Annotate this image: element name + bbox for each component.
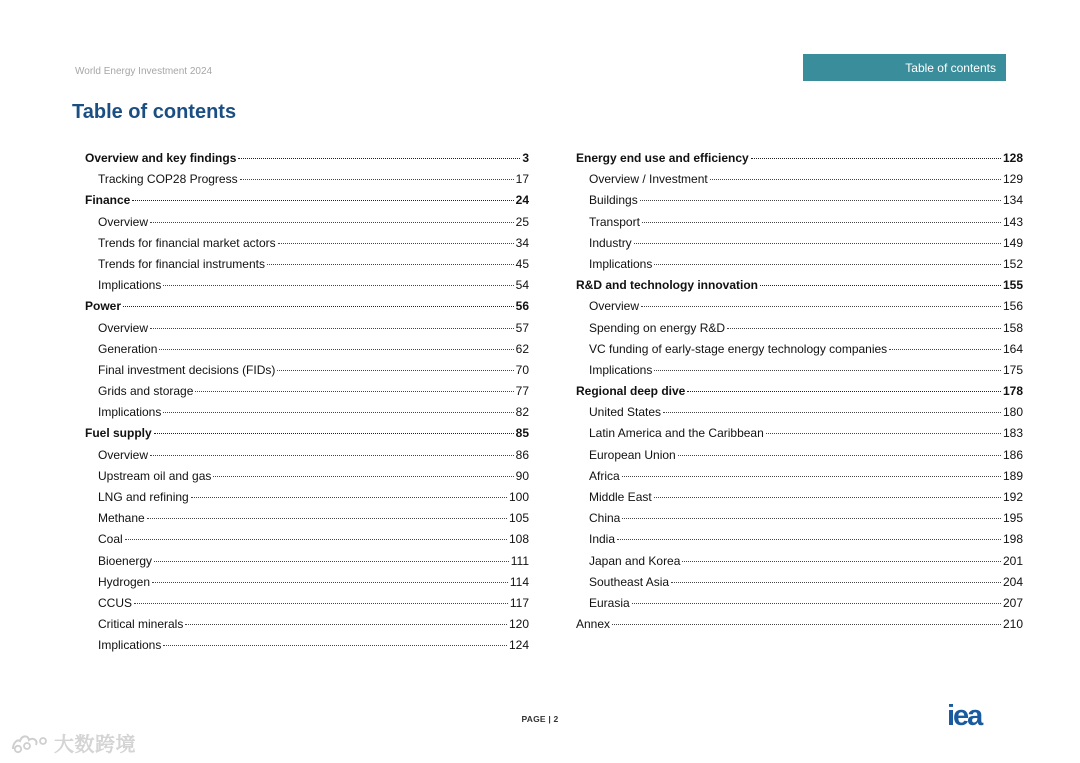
toc-entry-label: VC funding of early-stage energy technology companies	[589, 341, 888, 356]
toc-entry-page: 70	[515, 362, 529, 377]
dot-leader	[617, 539, 1001, 540]
toc-entry[interactable]	[85, 254, 529, 275]
toc-entry[interactable]	[576, 318, 1023, 339]
dot-leader	[760, 285, 1001, 286]
toc-entry-page: 129	[1002, 172, 1023, 187]
dot-leader	[678, 455, 1001, 456]
toc-entry-page: 180	[1002, 405, 1023, 420]
dot-leader	[727, 328, 1001, 329]
dot-leader	[191, 497, 507, 498]
dot-leader	[154, 433, 514, 434]
toc-entry[interactable]	[85, 614, 529, 635]
toc-entry-label: Final investment decisions (FIDs)	[98, 362, 276, 377]
toc-entry-label: Generation	[98, 341, 158, 356]
dot-leader	[622, 518, 1001, 519]
toc-entry-page: 198	[1002, 532, 1023, 547]
toc-entry[interactable]	[576, 529, 1023, 550]
toc-entry-page: 158	[1002, 320, 1023, 335]
toc-entry-label: Grids and storage	[98, 384, 194, 399]
dot-leader	[150, 455, 514, 456]
dot-leader	[654, 264, 1001, 265]
toc-entry-label: Tracking COP28 Progress	[98, 172, 238, 187]
toc-entry-label: Regional deep dive	[576, 384, 686, 399]
toc-entry[interactable]	[85, 445, 529, 466]
toc-entry-page: 155	[1002, 278, 1023, 293]
toc-entry-label: Overview / Investment	[589, 172, 708, 187]
dot-leader	[213, 476, 513, 477]
toc-entry-page: 111	[510, 553, 529, 568]
toc-entry-label: Implications	[98, 405, 162, 420]
dot-leader	[278, 243, 514, 244]
toc-entry-label: China	[589, 511, 621, 526]
toc-entry-label: Implications	[589, 256, 653, 271]
toc-entry[interactable]	[85, 551, 529, 572]
dot-leader	[150, 222, 514, 223]
toc-entry-label: Trends for financial instruments	[98, 256, 265, 271]
toc-entry-page: 204	[1002, 574, 1023, 589]
toc-entry-page: 100	[508, 490, 529, 504]
toc-entry-label: Spending on energy R&D	[589, 320, 726, 335]
toc-entry-label: Hydrogen	[98, 574, 151, 589]
toc-entry-label: Finance	[85, 193, 131, 208]
watermark	[10, 728, 136, 757]
toc-entry-label: Implications	[98, 638, 162, 653]
toc-entry-label: Africa	[589, 468, 620, 483]
dot-leader	[632, 603, 1001, 604]
dot-leader	[622, 476, 1001, 477]
dot-leader	[132, 200, 513, 201]
toc-entry[interactable]	[576, 445, 1023, 466]
dot-leader	[159, 349, 513, 350]
toc-entry[interactable]	[576, 254, 1023, 275]
iea-logo: iea	[947, 700, 982, 732]
toc-entry-label: Japan and Korea	[589, 553, 681, 568]
dot-leader	[185, 624, 507, 625]
toc-entry-label: CCUS	[98, 595, 133, 610]
dot-leader	[889, 349, 1001, 350]
toc-entry[interactable]	[85, 466, 529, 487]
document-title: World Energy Investment 2024	[75, 66, 213, 77]
toc-entry-page: 156	[1002, 299, 1023, 314]
table-of-contents-tab[interactable]: Table of contents	[803, 54, 1006, 81]
toc-left-column	[85, 148, 529, 657]
toc-entry-label: Coal	[98, 532, 123, 547]
dot-leader	[640, 200, 1001, 201]
toc-entry-label: Critical minerals	[98, 617, 184, 632]
toc-entry-page: 134	[1002, 193, 1023, 208]
dot-leader	[710, 179, 1001, 180]
toc-entry-label: European Union	[589, 447, 676, 462]
toc-entry-label: Industry	[589, 235, 632, 250]
dot-leader	[671, 582, 1001, 583]
toc-entry-page: 17	[515, 172, 529, 187]
toc-entry-label: Energy end use and efficiency	[576, 151, 749, 165]
watermark-logo-icon	[10, 732, 50, 754]
toc-entry-page: 90	[515, 468, 529, 483]
toc-entry-label: Fuel supply	[85, 426, 152, 441]
toc-entry-page: 186	[1002, 447, 1023, 462]
toc-entry-page: 210	[1002, 617, 1023, 632]
toc-entry-page: 195	[1002, 511, 1023, 526]
toc-entry-page: 108	[508, 532, 529, 547]
toc-entry-page: 34	[515, 235, 529, 250]
toc-entry-page: 62	[515, 341, 529, 356]
toc-entry-page: 189	[1002, 468, 1023, 483]
toc-entry-label: Methane	[98, 511, 145, 526]
toc-entry[interactable]	[85, 169, 529, 190]
toc-entry[interactable]	[85, 635, 529, 656]
toc-entry-label: Overview	[98, 320, 149, 335]
dot-leader	[641, 306, 1001, 307]
toc-entry-page: 85	[515, 426, 529, 441]
dot-leader	[195, 391, 513, 392]
toc-entry-label: Bioenergy	[98, 553, 153, 568]
dot-leader	[240, 179, 514, 180]
toc-entry-page: 175	[1002, 362, 1023, 377]
toc-entry[interactable]	[85, 233, 529, 254]
toc-entry-page: 124	[508, 638, 529, 653]
toc-entry[interactable]	[576, 339, 1023, 360]
dot-leader	[663, 412, 1001, 413]
toc-entry-page: 56	[515, 299, 529, 314]
dot-leader	[642, 222, 1001, 223]
toc-entry-label: Latin America and the Caribbean	[589, 426, 764, 441]
toc-entry-label: United States	[589, 405, 662, 420]
toc-entry[interactable]	[85, 339, 529, 360]
toc-entry[interactable]	[85, 402, 529, 423]
dot-leader	[134, 603, 508, 604]
dot-leader	[751, 158, 1001, 159]
toc-entry-page: 3	[522, 151, 529, 165]
toc-entry-label: Middle East	[589, 490, 652, 504]
page-number: PAGE | 2	[521, 714, 559, 724]
toc-entry-label: Overview	[98, 214, 149, 229]
toc-entry[interactable]	[576, 402, 1023, 423]
dot-leader	[163, 285, 513, 286]
dot-leader	[687, 391, 1001, 392]
toc-entry-page: 201	[1002, 553, 1023, 568]
toc-entry[interactable]	[576, 614, 1023, 635]
toc-entry-page: 82	[515, 405, 529, 420]
toc-entry[interactable]	[576, 360, 1023, 381]
toc-entry[interactable]	[576, 487, 1023, 508]
toc-entry[interactable]	[576, 593, 1023, 614]
toc-entry[interactable]	[576, 148, 1023, 169]
toc-entry[interactable]	[576, 190, 1023, 211]
dot-leader	[147, 518, 507, 519]
toc-entry[interactable]	[576, 551, 1023, 572]
toc-entry-label: Power	[85, 299, 122, 314]
toc-entry-label: Transport	[589, 214, 640, 229]
toc-entry-label: R&D and technology innovation	[576, 278, 758, 293]
toc-entry-label: India	[589, 532, 616, 547]
toc-entry[interactable]	[576, 233, 1023, 254]
toc-entry[interactable]	[576, 296, 1023, 317]
toc-entry[interactable]	[576, 508, 1023, 529]
dot-leader	[612, 624, 1001, 625]
dot-leader	[163, 645, 507, 646]
toc-entry-page: 120	[508, 617, 529, 632]
toc-entry-page: 45	[515, 256, 529, 271]
toc-entry[interactable]	[85, 529, 529, 550]
dot-leader	[654, 497, 1001, 498]
page-title: Table of contents	[72, 101, 237, 123]
toc-entry[interactable]	[576, 212, 1023, 233]
toc-entry-label: Overview and key findings	[85, 151, 237, 165]
toc-entry[interactable]	[576, 381, 1023, 402]
toc-entry[interactable]	[576, 466, 1023, 487]
dot-leader	[123, 306, 514, 307]
dot-leader	[654, 370, 1001, 371]
toc-entry[interactable]	[576, 169, 1023, 190]
toc-entry[interactable]	[85, 148, 529, 169]
toc-entry-label: Upstream oil and gas	[98, 468, 212, 483]
toc-entry-page: 152	[1002, 256, 1023, 271]
toc-entry[interactable]	[85, 572, 529, 593]
toc-entry[interactable]	[85, 381, 529, 402]
toc-entry[interactable]	[576, 423, 1023, 444]
toc-entry-label: Implications	[589, 362, 653, 377]
toc-entry[interactable]	[576, 572, 1023, 593]
toc-entry-page: 128	[1002, 151, 1023, 165]
dot-leader	[766, 433, 1001, 434]
toc-right-column	[576, 148, 1023, 635]
toc-entry[interactable]	[85, 423, 529, 444]
toc-entry-page: 117	[509, 595, 529, 610]
toc-entry-page: 114	[509, 574, 529, 589]
toc-entry-label: Overview	[589, 299, 640, 314]
toc-entry-label: Implications	[98, 278, 162, 293]
toc-entry-page: 207	[1002, 595, 1023, 610]
toc-entry-page: 86	[515, 447, 529, 462]
dot-leader	[277, 370, 513, 371]
dot-leader	[150, 328, 514, 329]
dot-leader	[125, 539, 507, 540]
toc-entry-label: Overview	[98, 447, 149, 462]
toc-entry[interactable]	[85, 487, 529, 508]
toc-entry[interactable]	[85, 212, 529, 233]
toc-entry[interactable]	[85, 508, 529, 529]
toc-entry-label: Eurasia	[589, 595, 630, 610]
toc-entry-page: 25	[515, 214, 529, 229]
toc-entry[interactable]	[85, 593, 529, 614]
toc-entry-page: 164	[1002, 341, 1023, 356]
toc-entry-page: 178	[1002, 384, 1023, 399]
dot-leader	[267, 264, 514, 265]
dot-leader	[154, 561, 509, 562]
dot-leader	[163, 412, 513, 413]
dot-leader	[682, 561, 1001, 562]
toc-entry-label: Trends for financial market actors	[98, 235, 276, 250]
toc-entry-page: 54	[515, 278, 529, 293]
toc-entry-label: LNG and refining	[98, 490, 189, 504]
toc-entry[interactable]	[85, 296, 529, 317]
toc-entry-page: 143	[1002, 214, 1023, 229]
dot-leader	[152, 582, 508, 583]
toc-entry[interactable]	[85, 275, 529, 296]
toc-entry-page: 57	[515, 320, 529, 335]
watermark-text: 大数跨境	[54, 734, 136, 756]
toc-entry[interactable]	[85, 190, 529, 211]
toc-entry-label: Buildings	[589, 193, 638, 208]
toc-entry-page: 24	[515, 193, 529, 208]
dot-leader	[238, 158, 520, 159]
toc-entry-label: Annex	[576, 617, 611, 632]
toc-entry-label: Southeast Asia	[589, 574, 670, 589]
toc-entry-page: 192	[1002, 490, 1023, 504]
toc-entry-page: 77	[515, 384, 529, 399]
toc-entry-page: 105	[508, 511, 529, 526]
toc-entry[interactable]	[85, 360, 529, 381]
toc-entry[interactable]	[85, 318, 529, 339]
dot-leader	[634, 243, 1001, 244]
toc-entry-page: 183	[1002, 426, 1023, 441]
toc-entry[interactable]	[576, 275, 1023, 296]
toc-entry-page: 149	[1002, 235, 1023, 250]
